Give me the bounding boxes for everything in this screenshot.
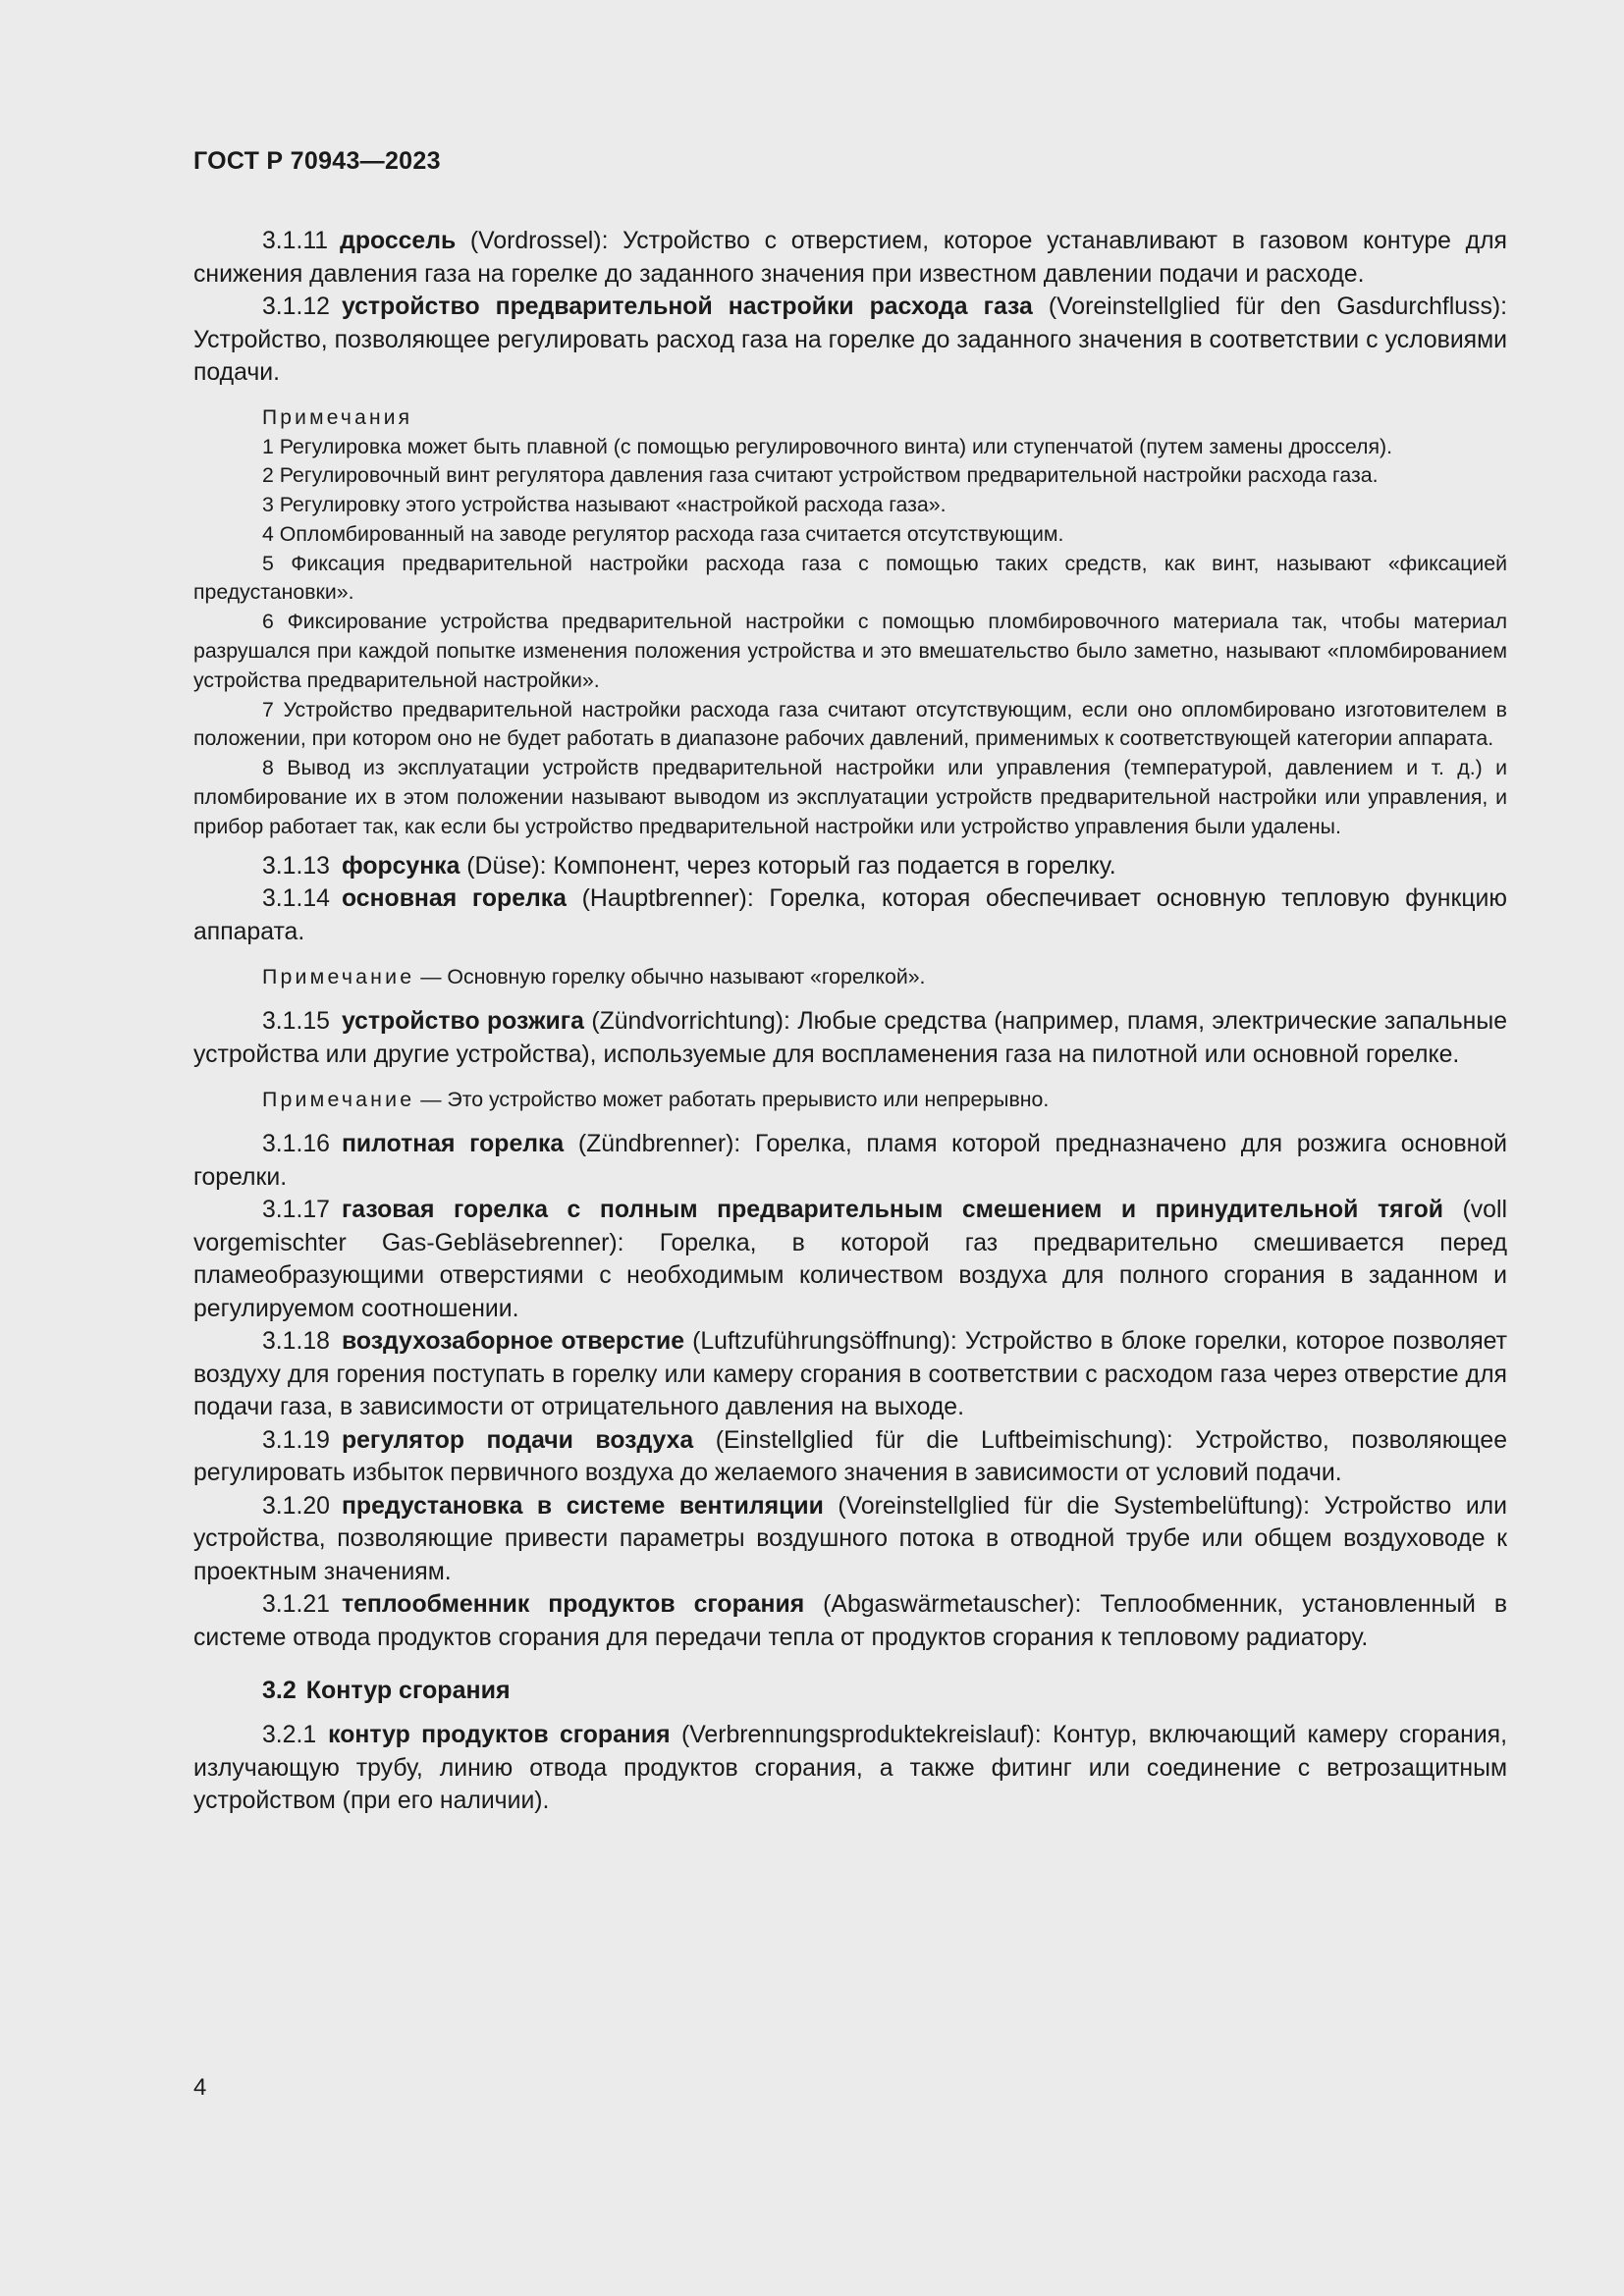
term-number: 3.1.14 xyxy=(262,885,330,913)
notes-title: Примечания xyxy=(262,405,413,429)
section-number: 3.2 xyxy=(262,1677,297,1705)
term-number: 3.1.17 xyxy=(262,1197,330,1224)
term-title: предустановка в системе вентиляции xyxy=(341,1492,824,1520)
term-3-1-21 xyxy=(193,1588,1507,1654)
term-number: 3.1.12 xyxy=(262,294,330,320)
term-3-1-15 xyxy=(193,1005,1507,1071)
term-title: регулятор подачи воздуха xyxy=(341,1426,694,1454)
term-3-1-16 xyxy=(193,1128,1507,1194)
term-title: контур продуктов сгорания xyxy=(328,1722,671,1749)
term-3-1-20 xyxy=(193,1490,1507,1589)
term-3-2-1 xyxy=(193,1719,1507,1818)
term-title: устройство розжига xyxy=(341,1008,584,1036)
page-number: 4 xyxy=(193,2074,207,2101)
term-number: 3.1.15 xyxy=(262,1008,330,1036)
term-title: воздухозаборное отверстие xyxy=(341,1328,685,1356)
note-item-8: 8 Вывод из эксплуатации устройств предварительной настройки или управления (температурой, давлением и т. д.) и пломбирование их в этом положении называют выводом из эксплуатации устройств предварительной настройки или управления, и прибор работает так, как если бы устройство предварительной настройки или устройство управления были удалены. xyxy=(193,756,1507,838)
note-main-burner xyxy=(193,962,1507,991)
section-heading xyxy=(193,1674,1507,1707)
note-item-1: 1 Регулировка может быть плавной (с помощью регулировочного винта) или ступенчатой (путем замены дросселя). xyxy=(262,434,1393,458)
term-definition: (Luftzuführungsöffnung): Устройство в блоке горелки, которое позволяет воздуху для горения поступать в горелку или камеру сгорания в соответствии с расходом газа через отверстие для подачи газа, в зависимости от отрицательного давления на выходе. xyxy=(193,1328,1507,1421)
note-label: Примечание xyxy=(262,1088,415,1112)
document-page xyxy=(193,147,1507,1818)
term-definition: (Zündvorrichtung): Любые средства (например, пламя, электрические запальные устройства или другие устройства), используемые для воспламенения газа на пилотной или основной горелке. xyxy=(193,1008,1507,1068)
note-item-6: 6 Фиксирование устройства предварительной настройки с помощью пломбировочного материала так, чтобы материал разрушался при каждой попытке изменения положения устройства и это вмешательство было заметно, называют «пломбированием устройства предварительной настройки». xyxy=(193,610,1507,692)
term-3-1-11 xyxy=(193,225,1507,291)
term-number: 3.1.20 xyxy=(262,1492,330,1520)
term-3-1-14 xyxy=(193,882,1507,948)
term-title: основная горелка xyxy=(341,885,567,913)
notes-block xyxy=(193,403,1507,842)
term-title: газовая горелка с полным предварительным смешением и принудительной тягой xyxy=(341,1197,1443,1224)
term-definition: (Zündbrenner): Горелка, пламя которой предназначено для розжига основной горелки. xyxy=(193,1131,1507,1191)
term-definition: (Verbrennungsproduktekreislauf): Контур, включающий камеру сгорания, излучающую трубу, линию отвода продуктов сгорания, а также фитинг или соединение с ветрозащитным устройством (при его наличии). xyxy=(193,1722,1508,1815)
document-header: ГОСТ Р 70943—2023 xyxy=(193,147,441,175)
term-definition: (voll vorgemischter Gas-Gebläsebrenner): Горелка, в которой газ предварительно смешивается перед пламеобразующими отверстиями с необходимым количеством воздуха для полного сгорания в заданном и регулируемом соотношении. xyxy=(193,1197,1507,1322)
term-number: 3.1.13 xyxy=(262,852,330,880)
term-definition: (Hauptbrenner): Горелка, которая обеспечивает основную тепловую функцию аппарата. xyxy=(193,885,1507,945)
term-3-1-17 xyxy=(193,1194,1507,1325)
term-definition: (Abgaswärmetauscher): Теплообменник, установленный в системе отвода продуктов сгорания для передачи тепла от продуктов сгорания к тепловому радиатору. xyxy=(193,1591,1508,1651)
term-definition: (Vordrossel): Устройство с отверстием, которое устанавливают в газовом контуре для снижения давления газа на горелке до заданного значения при известном давлении подачи и расходе. xyxy=(193,228,1507,288)
section-title: Контур сгорания xyxy=(305,1677,511,1705)
note-label: Примечание xyxy=(262,965,415,989)
term-number: 3.1.19 xyxy=(262,1426,330,1454)
note-text: — Основную горелку обычно называют «горелкой». xyxy=(414,965,926,989)
note-item-2: 2 Регулировочный винт регулятора давления газа считают устройством предварительной настройки расхода газа. xyxy=(262,463,1379,488)
term-title: форсунка xyxy=(341,852,460,880)
term-title: дроссель xyxy=(340,228,457,254)
note-item-3: 3 Регулировку этого устройства называют «настройкой расхода газа». xyxy=(262,493,947,517)
note-text: — Это устройство может работать прерывисто или непрерывно. xyxy=(414,1088,1050,1112)
term-3-1-12 xyxy=(193,291,1507,390)
term-3-1-13 xyxy=(193,850,1507,883)
term-definition: (Voreinstellglied für die Systembelüftung): Устройство или устройства, позволяющие привести параметры воздушного потока в отводной трубе или общем воздуховоде к проектным значениям. xyxy=(193,1492,1508,1585)
note-ignition xyxy=(193,1085,1507,1114)
term-number: 3.1.21 xyxy=(262,1591,330,1619)
term-title: пилотная горелка xyxy=(341,1131,565,1158)
term-number: 3.1.11 xyxy=(262,228,329,254)
term-3-1-18 xyxy=(193,1325,1507,1424)
note-item-7: 7 Устройство предварительной настройки расхода газа считают отсутствующим, если оно опломбировано изготовителем в положении, при котором оно не будет работать в диапазоне рабочих давлений, применимых к соответствующей категории аппарата. xyxy=(193,697,1507,751)
term-title: устройство предварительной настройки расхода газа xyxy=(341,294,1033,320)
term-number: 3.2.1 xyxy=(262,1722,317,1749)
note-item-4: 4 Опломбированный на заводе регулятор расхода газа считается отсутствующим. xyxy=(262,521,1064,546)
term-number: 3.1.16 xyxy=(262,1131,330,1158)
term-definition: (Einstellglied für die Luftbeimischung): Устройство, позволяющее регулировать избыток первичного воздуха до желаемого значения в зависимости от условий подачи. xyxy=(193,1426,1507,1487)
term-3-1-19 xyxy=(193,1424,1507,1490)
term-definition: (Voreinstellglied für den Gasdurchfluss): Устройство, позволяющее регулировать расход газа на горелке до заданного значения в соответствии с условиями подачи. xyxy=(193,294,1507,386)
term-title: теплообменник продуктов сгорания xyxy=(341,1591,805,1619)
term-definition: (Düse): Компонент, через который газ подается в горелку. xyxy=(460,852,1116,880)
note-item-5: 5 Фиксация предварительной настройки расхода газа с помощью таких средств, как винт, называют «фиксацией предустановки». xyxy=(193,551,1507,605)
term-number: 3.1.18 xyxy=(262,1328,330,1356)
